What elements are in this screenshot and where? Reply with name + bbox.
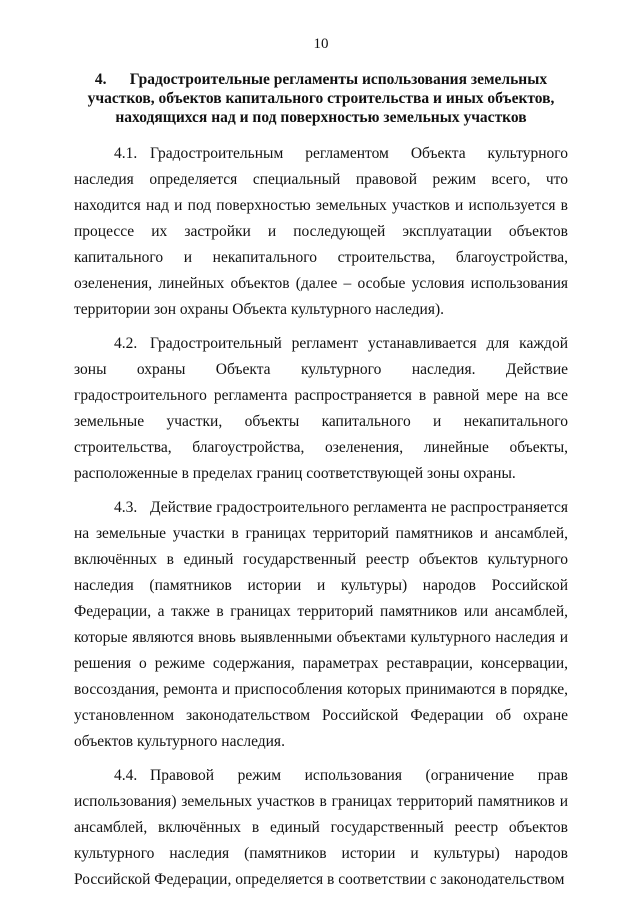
section-heading [74,70,568,127]
paragraph-text: Правовой режим использования (ограничение прав использования) земельных участков в границах территорий памятников и ансамблей, включённых в единый государственный реестр объектов культурного наследия (памятников истории и культуры) народов Российской Федерации, определяется в соответствии с законодательством [74,767,568,888]
page-number: 10 [313,36,329,52]
paragraph-text: Градостроительный регламент устанавливается для каждой зоны охраны Объекта культурного наследия. Действие градостроительного регламента распространяется в равной мере на все земельные участки, объекты капитального и некапитального строительства, благоустройства, озеленения, линейные объекты, расположенные в пределах границ соответствующей зоны охраны. [74,335,568,482]
paragraph-number: 4.3. [114,499,138,516]
paragraph-number: 4.1. [114,145,138,162]
document-page [74,34,568,893]
paragraph-text: Градостроительным регламентом Объекта культурного наследия определяется специальный правовой режим всего, что находится над и под поверхностью земельных участков и используется в процессе их застройки и последующей эксплуатации объектов капитального и некапитального строительства, благоустройства, озеленения, линейных объектов (далее – особые условия использования территории зон охраны Объекта культурного наследия). [74,145,568,318]
paragraph-number: 4.4. [114,767,138,784]
section-heading-line-1 [74,70,568,89]
paragraph-4-1 [74,141,568,323]
paragraph-4-2 [74,331,568,487]
section-number: 4. [94,71,107,88]
section-title-line-2: участков, объектов капитального строительства и иных объектов, [87,90,555,107]
paragraph-number: 4.2. [114,335,138,352]
paragraph-text: Действие градостроительного регламента не распространяется на земельные участки в границах территорий памятников и ансамблей, включённых в единый государственный реестр объектов культурного наследия (памятников истории и культуры) народов Российской Федерации, а также в границах территорий памятников или ансамблей, которые являются вновь выявленными объектами культурного наследия и решения о режиме содержания, параметрах реставрации, консервации, воссоздания, ремонта и приспособления которых принимаются в порядке, установленном законодательством Российской Федерации об охране объектов культурного наследия. [74,499,568,750]
section-title-line-1: Градостроительные регламенты использования земельных [129,71,548,88]
paragraph-4-3 [74,495,568,755]
paragraph-4-4 [74,763,568,893]
section-title-line-3: находящихся над и под поверхностью земельных участков [115,109,527,126]
